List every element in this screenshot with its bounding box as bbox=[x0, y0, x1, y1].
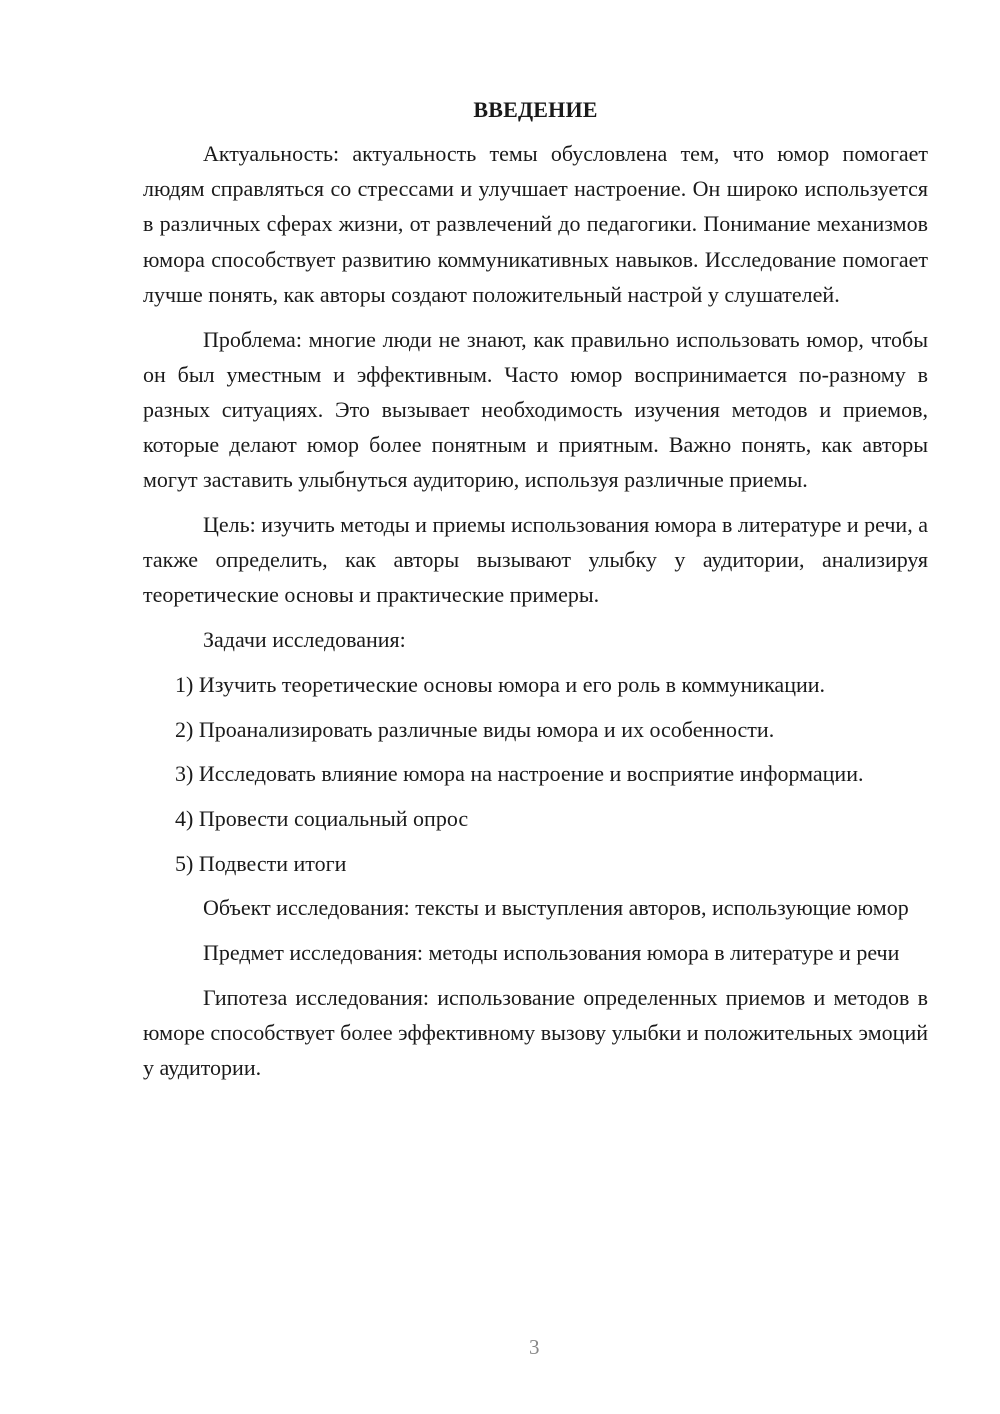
task-item: 2) Проанализировать различные виды юмора и их особенности. bbox=[175, 716, 775, 742]
subject-paragraph: Предмет исследования: методы использования юмора в литературе и речи bbox=[203, 940, 900, 966]
relevance-paragraph: Актуальность: актуальность темы обусловлена тем, что юмор помогает людям справляться со стрессами и улучшает настроение. Он широко используется в различных сферах жизни, от развлечений до педагогики. Понимание механизмов юмора способствует развитию коммуникативных навыков. Исследование помогает лучше понять, как авторы создают положительный настрой у слушателей. bbox=[143, 141, 928, 307]
page-number: 3 bbox=[529, 1335, 540, 1359]
section-heading: ВВЕДЕНИЕ bbox=[473, 97, 598, 122]
goal-paragraph: Цель: изучить методы и приемы использования юмора в литературе и речи, а также определить, как авторы вызывают улыбку у аудитории, анализируя теоретические основы и практические примеры. bbox=[143, 512, 928, 608]
page-content bbox=[143, 94, 928, 1095]
task-item: 1) Изучить теоретические основы юмора и его роль в коммуникации. bbox=[175, 671, 826, 697]
problem-paragraph: Проблема: многие люди не знают, как правильно использовать юмор, чтобы он был уместным и эффективным. Часто юмор воспринимается по-разному в разных ситуациях. Это вызывает необходимость изучения методов и приемов, которые делают юмор более понятным и приятным. Важно понять, как авторы могут заставить улыбнуться аудиторию, используя различные приемы. bbox=[143, 326, 928, 493]
tasks-heading: Задачи исследования: bbox=[203, 627, 406, 653]
task-item: 3) Исследовать влияние юмора на настроение и восприятие информации. bbox=[175, 761, 864, 787]
task-item: 5) Подвести итоги bbox=[175, 850, 347, 876]
object-paragraph: Объект исследования: тексты и выступления авторов, использующие юмор bbox=[203, 895, 909, 921]
hypothesis-paragraph: Гипотеза исследования: использование определенных приемов и методов в юморе способствует более эффективному вызову улыбки и положительных эмоций у аудитории. bbox=[143, 984, 928, 1081]
task-item: 4) Провести социальный опрос bbox=[175, 805, 469, 831]
